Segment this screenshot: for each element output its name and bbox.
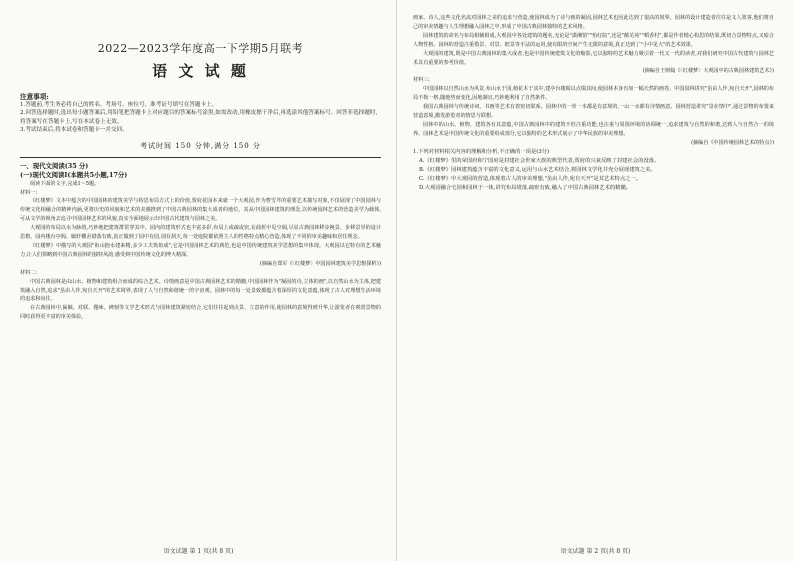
paragraph: 大观园的布局以水为脉络,巧妙地把建筑群贯穿其中。园内的建筑形式也丰富多彩,布局上或疏或密,在曲折中见空阔,尽显古典园林移步换景、步移景异的设计思想。园内楼台亭阁、廊轩榭舍错落有致,真正做到了园中有园,别有洞天,每一处庭院都依照主人的性格特点精心营造,体现了不同的审美趣味和居住理念。 xyxy=(20,225,381,241)
section-title: 一、现代文阅读(35 分) xyxy=(20,161,89,170)
exam-time: 考试时间 150 分钟,满分 150 分 xyxy=(140,141,261,150)
paragraph: 《红楼梦》中描写的大观园"衔山抱水建来精,多少工夫筑始成",它是中国园林艺术的典范,也是中国传统建筑美学思想的集中体现。大观园以它特有的艺术魅力,让人们领略到中国古典园林的独特风韵,感受到中国传统文化的博大精深。 xyxy=(20,242,381,258)
material-label: 材料三: xyxy=(413,77,430,84)
source-note: (摘编自郑军《〈红楼梦〉中国园林建筑美学思想探析》) xyxy=(259,260,381,267)
question-option: B.《红楼梦》园林建筑蕴含丰富的文化意义,运用与山水艺术结合,将园林文学化并充分展现建筑之美。 xyxy=(419,166,656,173)
question-option: C.《红楼梦》中大观园的营造,体现着古人的审美理想,"虽由人作,宛自天开"是其艺术特点之一。 xyxy=(419,175,642,182)
page-right xyxy=(397,0,794,561)
notice-item: 3.考试结束后,将本试卷和答题卡一并交回。 xyxy=(20,127,128,134)
paragraph: 我国古典园林与传统诗词、书画等艺术有着密切联系。园林中的一草一木都是有意境的,一山一水都有诗情画意。园林营造讲究"景在情中",通过景物的布置来营造意境,激发游览者的情思与联想。 xyxy=(413,104,774,119)
instruction: 阅读下面的文字,完成1～5题。 xyxy=(30,180,100,187)
page-right-content xyxy=(413,14,774,541)
subject-title: 语 文 试 题 xyxy=(152,62,249,80)
question-option: A.《红楼梦》里的荣国府和宁国府是封建社会世家大族的典型代表,贾府的兴衰反映了封建社会的没落。 xyxy=(419,157,660,164)
page-left-content xyxy=(20,14,381,541)
question-stem: 1.下列对材料相关内容的理解和分析,不正确的一项是(3分) xyxy=(413,148,550,155)
page-footer: 语文试题 第 2 页(共 8 页) xyxy=(560,548,631,555)
paragraph: 中国园林以自然山水为风景,布山水于园,植花木于其中,建亭台楼阁以点缀其间,使园林本身有如一幅天然的画卷。中国园林讲究"虽由人作,宛自天开",园林的布局不拘一格,随地势而变化,因地制宜,巧妙地利用了自然条件。 xyxy=(413,86,774,102)
material-label: 材料一: xyxy=(20,189,37,196)
paragraph: 画家、诗人,这些文化名流对园林之美的追求与营造,使园林成为了诗与画的凝固,园林艺术也因此达到了很高的境界。园林的设计建造者往往是文人墨客,他们将自己的审美情趣与人生理想融入园林之中,形成了中国古典园林独特的艺术风格。 xyxy=(413,15,774,30)
page-footer: 语文试题 第 1 页(共 8 页) xyxy=(163,548,234,555)
source-note: (摘编自《中国传统园林艺术的特点》) xyxy=(691,139,774,146)
notice-heading: 注意事项: xyxy=(20,93,49,101)
paragraph: 园林建筑的命名与布局相辅相成,大观园中各处建筑的题名,无论是"潇湘馆""怡红院",还是"蘅芜苑""稻香村",都是作者精心构思的结果,既切合景物特点,又暗合人物性格。园林的营造注重借景、对景、框景等手法的运用,使有限的空间产生无限的意境,真正达到了"小中见大"的艺术效果。 xyxy=(413,32,774,48)
paragraph: 在古典园林中,匾额、对联、题咏、碑刻等文学艺术形式与园林建筑紧密结合,它们往往起到点景、立意的作用,使园林的意境得到升华,让游览者在观赏景物的同时获得更丰富的审美体验。 xyxy=(20,305,381,321)
notice-item: 2.回答选择题时,选出每小题答案后,用铅笔把答题卡上对应题目的答案标号涂黑,如需改动,用橡皮擦干净后,再选涂其他答案标号。回答非选择题时,将答案写在答题卡上,写在本试卷上无效。 xyxy=(20,110,378,125)
question-option: D.大观园融合宅园和园林于一体,讲究布局错落,疏密有致,融入了中国古典园林艺术的精髓。 xyxy=(419,184,632,191)
paragraph: 大观园的建筑,既是中国古典园林的集大成者,也是中国传统建筑文化的缩影,它以独特的艺术魅力吸引着一代又一代的读者,对我们研究中国古代建筑与园林艺术具有重要的参考价值。 xyxy=(413,50,774,66)
notice-item: 1.答题前,考生务必将自己的姓名、考场号、座位号、准考证号填写在答题卡上。 xyxy=(20,102,218,108)
material-label: 材料二: xyxy=(20,269,37,276)
paragraph: 中国古典园林是由山水、植物和建筑组合而成的综合艺术。诗情画意是中国古典园林艺术的精髓,中国园林作为"凝固的诗,立体的画",以自然山水为主体,把建筑融入自然,追求"虽由人作,宛自天开"的艺术境界,表现了人与自然和谐统一的宇宙观。园林中的每一处景致都蕴含着深厚的文化意蕴,体现了古人对理想生活环境的追求和向往。 xyxy=(20,278,381,303)
source-note: (摘编自王则翰《〈红楼梦〉大观园中的古典园林建筑艺术》) xyxy=(642,68,774,75)
subsection-title: (一)现代文阅读Ⅰ(本题共5小题,17分) xyxy=(20,170,128,179)
paragraph: 《红楼梦》文本中蕴含的中国园林的建筑美学与构思布局方式上的价值,贾府花园本来就一个大观园,作为曹雪芹的重要艺术描写对象,不仅展现了中国园林与传统文化相融合的精神内涵,更将历史的风貌和艺术的美感推到了中国古典园林的集大成者的地位。其从中国园林建筑的理念,以传统园林艺术的营造美学为载体,可从文学的视角去追寻中国园林艺术的风貌,真实全面地展示出中国古代建筑与园林之美。 xyxy=(20,198,381,223)
exam-title: 2022—2023学年度高一下学期5月联考 xyxy=(97,42,304,55)
divider xyxy=(20,157,381,158)
paragraph: 园林中的山水、植物、建筑各有其意蕴,中国古典园林中的建筑不但注重功能,也注重与周围环境的协调统一,追求建筑与自然的和谐,达到人与自然合一的境界。园林艺术是中国传统文化的重要组成部分,它以独特的艺术形式展示了中华民族的审美理想。 xyxy=(413,121,774,137)
